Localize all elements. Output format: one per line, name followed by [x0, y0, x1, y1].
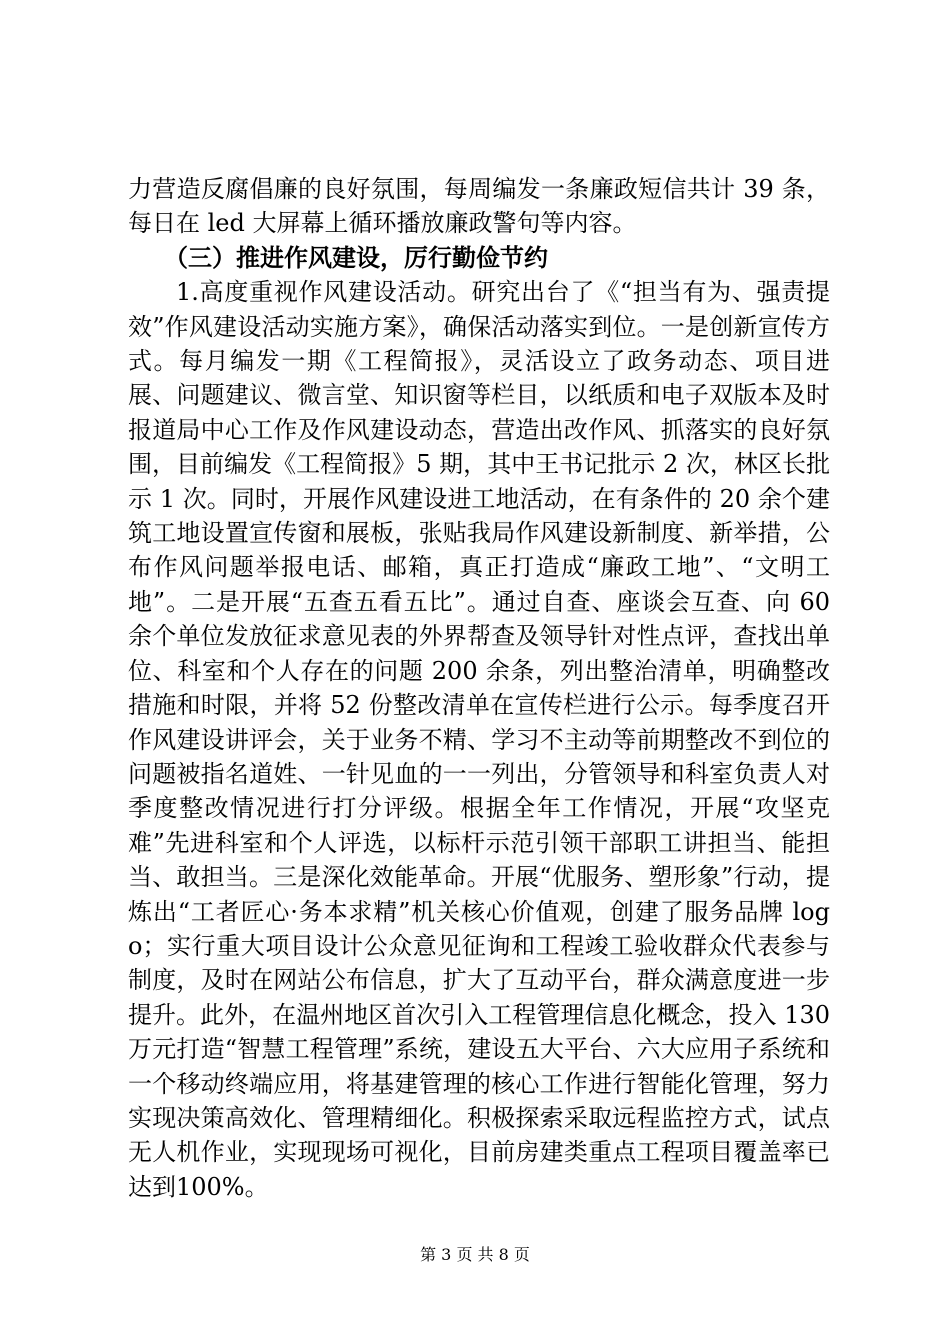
section-heading: （三）推进作风建设，厉行勤俭节约 — [164, 242, 548, 272]
paragraph-continued: 力营造反腐倡廉的良好氛围，每周编发一条廉政短信共计 39 条，每日在 led 大屏幕上循环播放廉政警句等内容。 — [128, 175, 830, 238]
page-footer: 第 3 页 共 8 页 — [420, 1245, 530, 1264]
document-body — [128, 172, 830, 1204]
paragraph-main: 1.高度重视作风建设活动。研究出台了《“担当有为、强责提效”作风建设活动实施方案》，确保活动落实到位。一是创新宣传方式。每月编发一期《工程简报》，灵活设立了政务动态、项目进展、问题建议、微言堂、知识窗等栏目，以纸质和电子双版本及时报道局中心工作及作风建设动态，营造出改作风、抓落实的良好氛围，目前编发《工程简报》5 期，其中王书记批示 2 次，林区长批示 1 次。同时，开展作风建设进工地活动，在有条件的 20 余个建筑工地设置宣传窗和展板，张贴我局作风建设新制度、新举措，公布作风问题举报电话、邮箱，真正打造成“廉政工地”、“文明工地”。二是开展“五查五看五比”。通过自查、座谈会互查、向 60 余个单位发放征求意见表的外界帮查及领导针对性点评，查找出单位、科室和个人存在的问题 200 余条，列出整治清单，明确整改措施和时限，并将 52 份整改清单在宣传栏进行公示。每季度召开作风建设讲评会，关于业务不精、学习不主动等前期整改不到位的问题被指名道姓、一针见血的一一列出，分管领导和科室负责人对季度整改情况进行打分评级。根据全年工作情况，开展“攻坚克难”先进科室和个人评选，以标杆示范引领干部职工讲担当、能担当、敢担当。三是深化效能革命。开展“优服务、塑形象”行动，提炼出“工者匠心·务本求精”机关核心价值观，创建了服务品牌 logo；实行重大项目设计公众意见征询和工程竣工验收群众代表参与制度，及时在网站公布信息，扩大了互动平台，群众满意度进一步提升。此外，在温州地区首次引入工程管理信息化概念，投入 130 万元打造“智慧工程管理”系统，建设五大平台、六大应用子系统和一个移动终端应用，将基建管理的核心工作进行智能化管理，努力实现决策高效化、管理精细化。积极探索采取远程监控方式，试点无人机作业，实现现场可视化，目前房建类重点工程项目覆盖率已达到100%。 — [128, 278, 830, 1201]
